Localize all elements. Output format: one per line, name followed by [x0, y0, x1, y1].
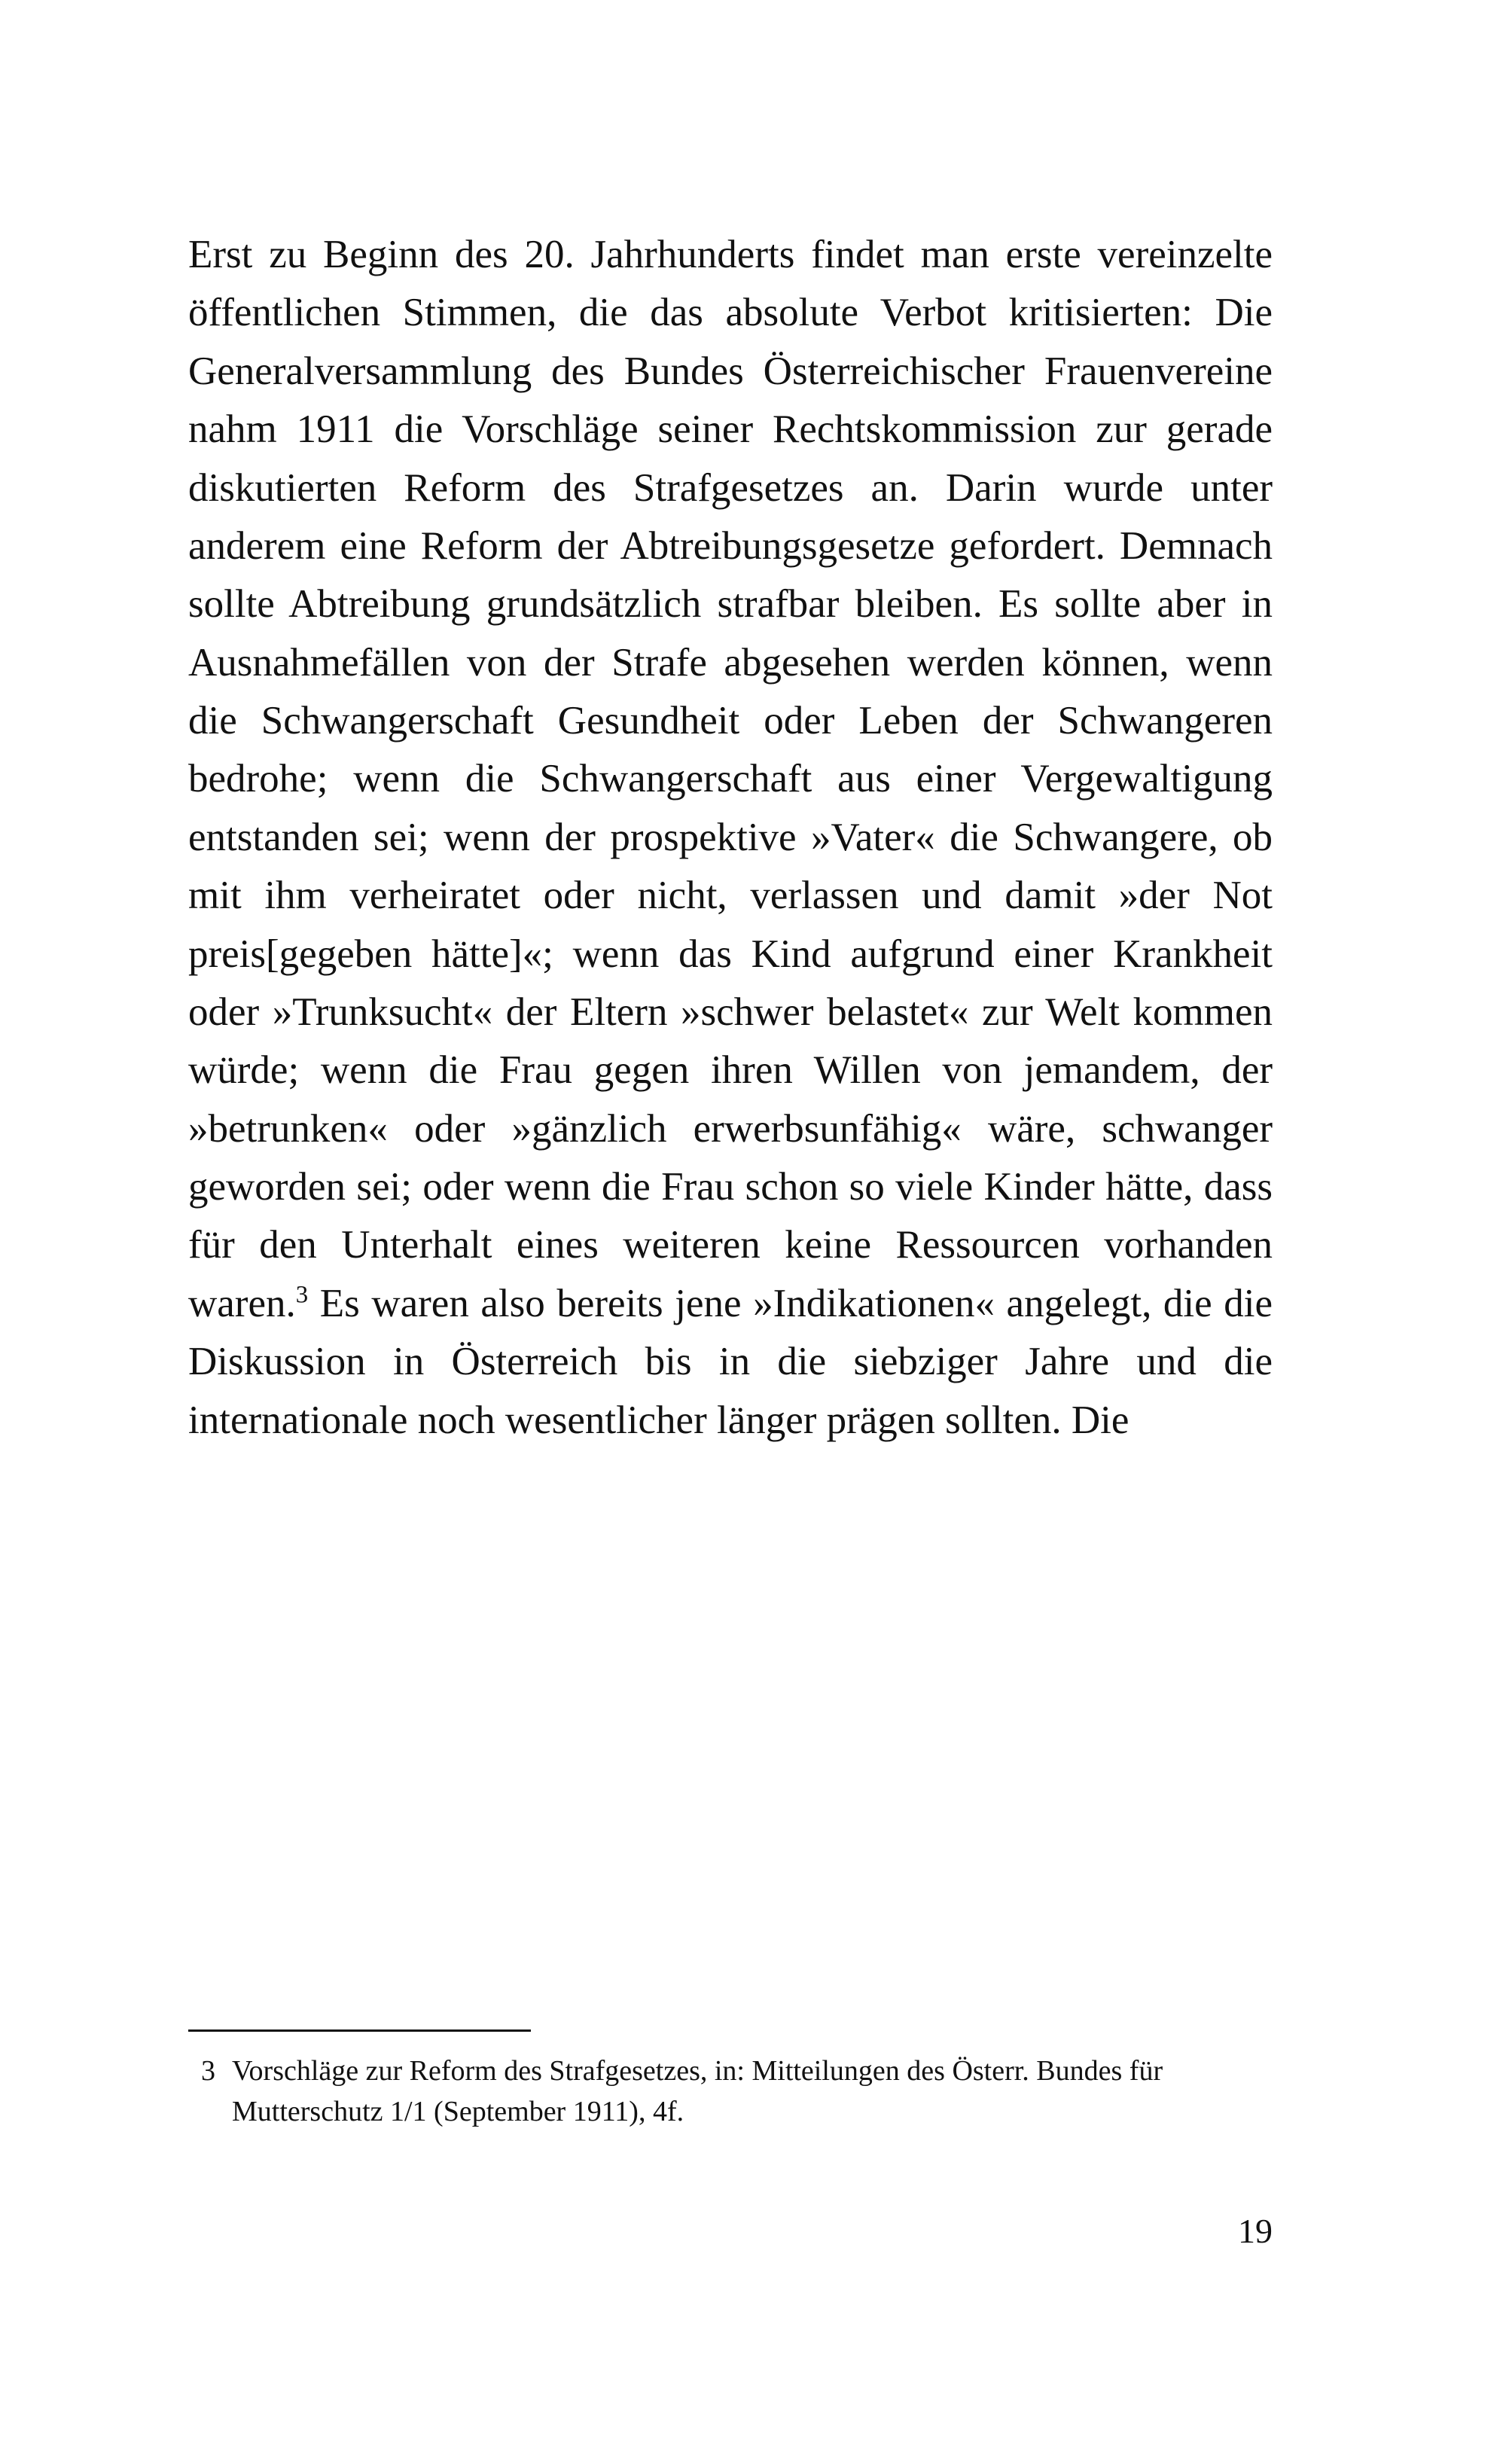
page-number: 19 — [1238, 2212, 1273, 2250]
footnote-separator-rule — [188, 2029, 531, 2032]
footnote-number: 3 — [201, 2055, 215, 2087]
footnote-entry — [188, 2051, 1280, 2133]
body-paragraph-part-two: Es waren also bereits jene »Indikationen« angelegt, die die Diskussion in Österreich bis in die siebziger Jahre und die internationale noch wesentlicher länger prägen sollten. Die — [188, 1281, 1273, 1442]
footnote-reference-marker: 3 — [295, 1281, 309, 1309]
footnote-text: Vorschläge zur Reform des Strafgesetzes, in: Mitteilungen des Österr. Bundes für Mutterschutz 1/1 (September 1911), 4f. — [232, 2055, 1163, 2127]
body-text-block — [188, 226, 1273, 1450]
footnote-area — [188, 2029, 1280, 2133]
body-paragraph-part-one: Erst zu Beginn des 20. Jahrhunderts findet man erste vereinzelte öffentlichen Stimmen, die das absolute Verbot kritisierten: Die Generalversammlung des Bundes Österreichischer Frauenvereine nahm 1911 die Vorschläge seiner Rechtskommission zur gerade diskutierten Reform des Strafgesetzes an. Darin wurde unter anderem eine Reform der Abtreibungsgesetze gefordert. Demnach sollte Abtreibung grundsätzlich strafbar bleiben. Es sollte aber in Ausnahmefällen von der Strafe abgesehen werden können, wenn die Schwangerschaft Gesundheit oder Leben der Schwangeren bedrohe; wenn die Schwangerschaft aus einer Vergewaltigung entstanden sei; wenn der prospektive »Vater« die Schwangere, ob mit ihm verheiratet oder nicht, verlassen und damit »der Not preis[gegeben hätte]«; wenn das Kind aufgrund einer Krankheit oder »Trunksucht« der Eltern »schwer belastet« zur Welt kommen würde; wenn die Frau gegen ihren Willen von jemandem, der »betrunken« oder »gänzlich erwerbsunfähig« wäre, schwanger geworden sei; oder wenn die Frau schon so viele Kinder hätte, dass für den Unterhalt eines weiteren keine Ressourcen vorhanden waren. — [188, 233, 1273, 1325]
body-paragraph — [188, 226, 1273, 1450]
